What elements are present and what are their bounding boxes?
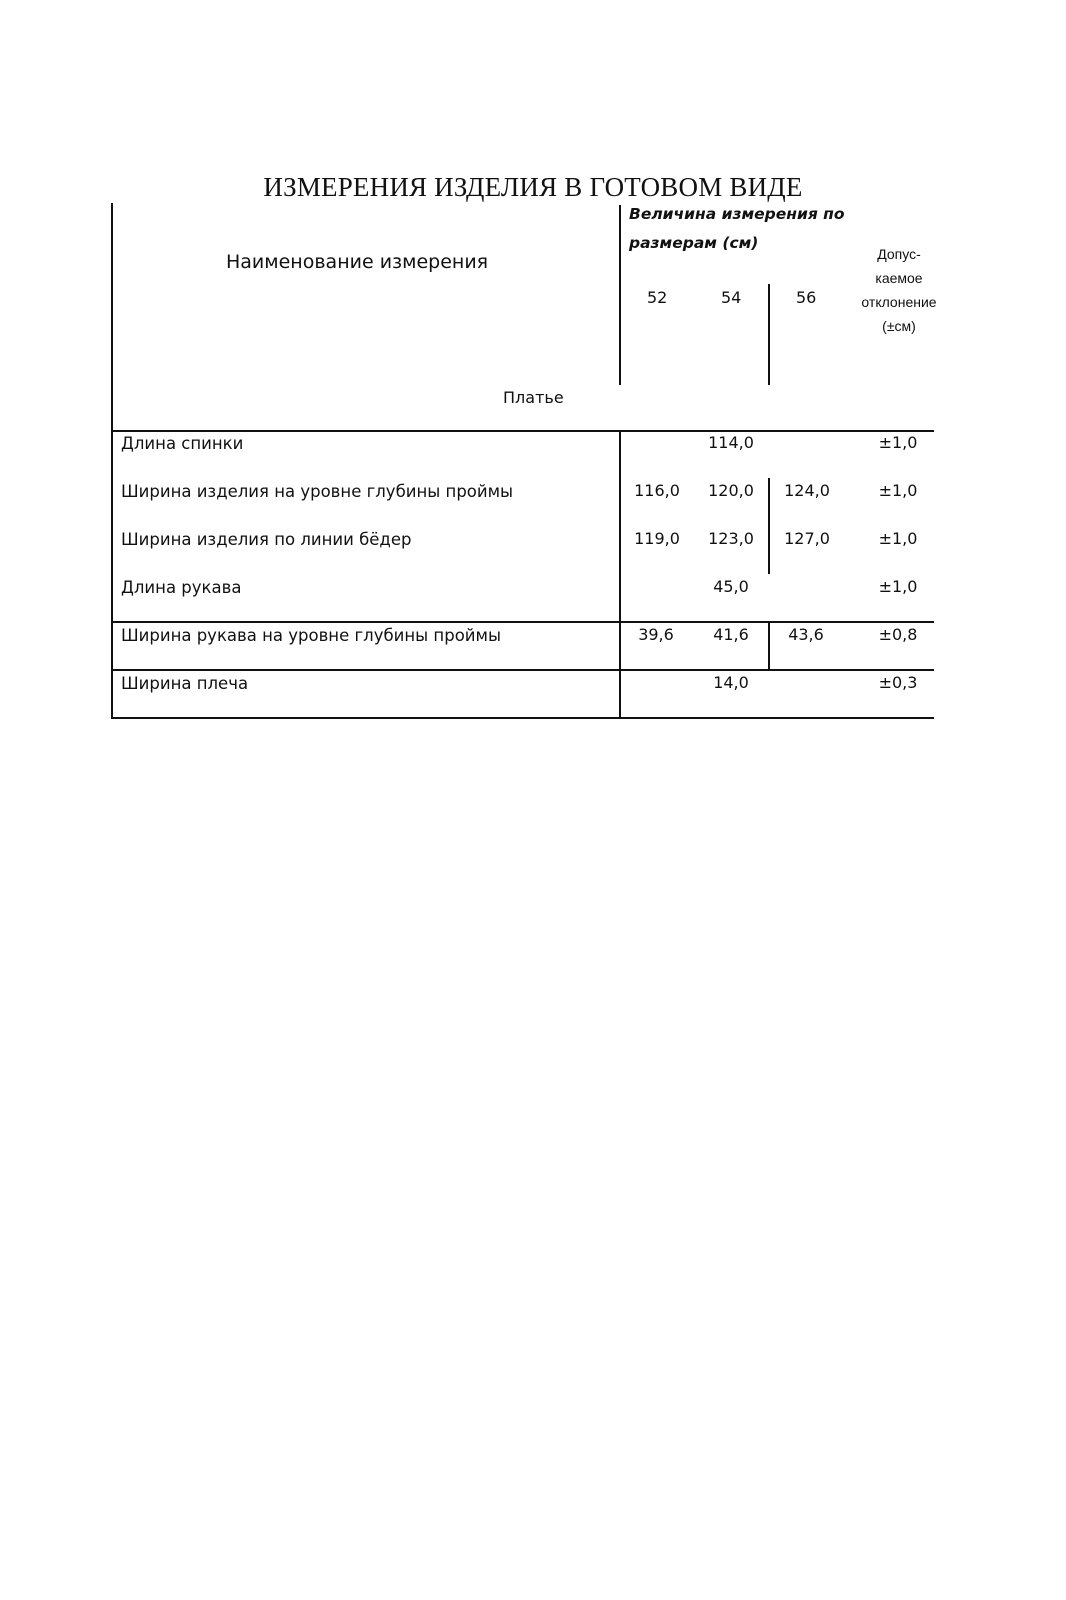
table-row-tolerance: ±1,0 (878, 433, 918, 452)
sizes-header (629, 200, 869, 258)
sizes-header-line1: Величина измерения по (629, 205, 845, 223)
size-52-header: 52 (647, 288, 668, 307)
name-column-divider (619, 431, 621, 719)
table-row-tolerance: ±0,8 (878, 625, 918, 644)
table-row-name: Ширина рукава на уровне глубины проймы (121, 626, 501, 645)
page-title: ИЗМЕРЕНИЯ ИЗДЕЛИЯ В ГОТОВОМ ВИДЕ (263, 172, 803, 202)
table-row-value: 114,0 (708, 433, 754, 452)
table-row-value: 14,0 (713, 673, 749, 692)
section-label: Платье (503, 388, 564, 407)
size-56-divider-body (768, 478, 770, 574)
tolerance-header-line1: Допус- (877, 246, 921, 262)
tolerance-header-line4: (±см) (882, 318, 916, 334)
sizes-header-line2: размерам (см) (629, 234, 759, 252)
table-row-name: Длина спинки (121, 434, 244, 453)
size-56-header: 56 (796, 288, 817, 307)
table-row-value-54: 41,6 (713, 625, 749, 644)
table-row-tolerance: ±1,0 (878, 529, 918, 548)
table-row-tolerance: ±1,0 (878, 577, 918, 596)
size-56-divider-header (768, 284, 770, 385)
size-54-header: 54 (721, 288, 742, 307)
table-row-value-56: 127,0 (784, 529, 830, 548)
name-column-header: Наименование измерения (226, 251, 489, 273)
row-divider-2 (111, 669, 934, 671)
table-row-value-56: 43,6 (788, 625, 824, 644)
size-56-divider-sleeve (768, 622, 770, 670)
table-row-value: 45,0 (713, 577, 749, 596)
table-row-value-52: 119,0 (634, 529, 680, 548)
table-row-value-52: 39,6 (638, 625, 674, 644)
tolerance-header-line2: каемое (875, 270, 923, 286)
table-row-name: Длина рукава (121, 578, 242, 597)
table-row-value-54: 120,0 (708, 481, 754, 500)
table-bottom-border (111, 717, 934, 719)
header-bottom-border (111, 430, 934, 432)
tolerance-header-line3: отклонение (861, 294, 937, 310)
table-row-name: Ширина изделия по линии бёдер (121, 530, 412, 549)
table-row-value-56: 124,0 (784, 481, 830, 500)
table-left-border (111, 203, 113, 719)
name-column-divider-top (619, 205, 621, 385)
table-row-value-52: 116,0 (634, 481, 680, 500)
table-row-name: Ширина плеча (121, 674, 249, 693)
table-row-tolerance: ±0,3 (878, 673, 918, 692)
table-row-tolerance: ±1,0 (878, 481, 918, 500)
table-row-value-54: 123,0 (708, 529, 754, 548)
row-divider-1 (111, 621, 934, 623)
tolerance-header (852, 242, 946, 338)
table-row-name: Ширина изделия на уровне глубины проймы (121, 482, 514, 501)
